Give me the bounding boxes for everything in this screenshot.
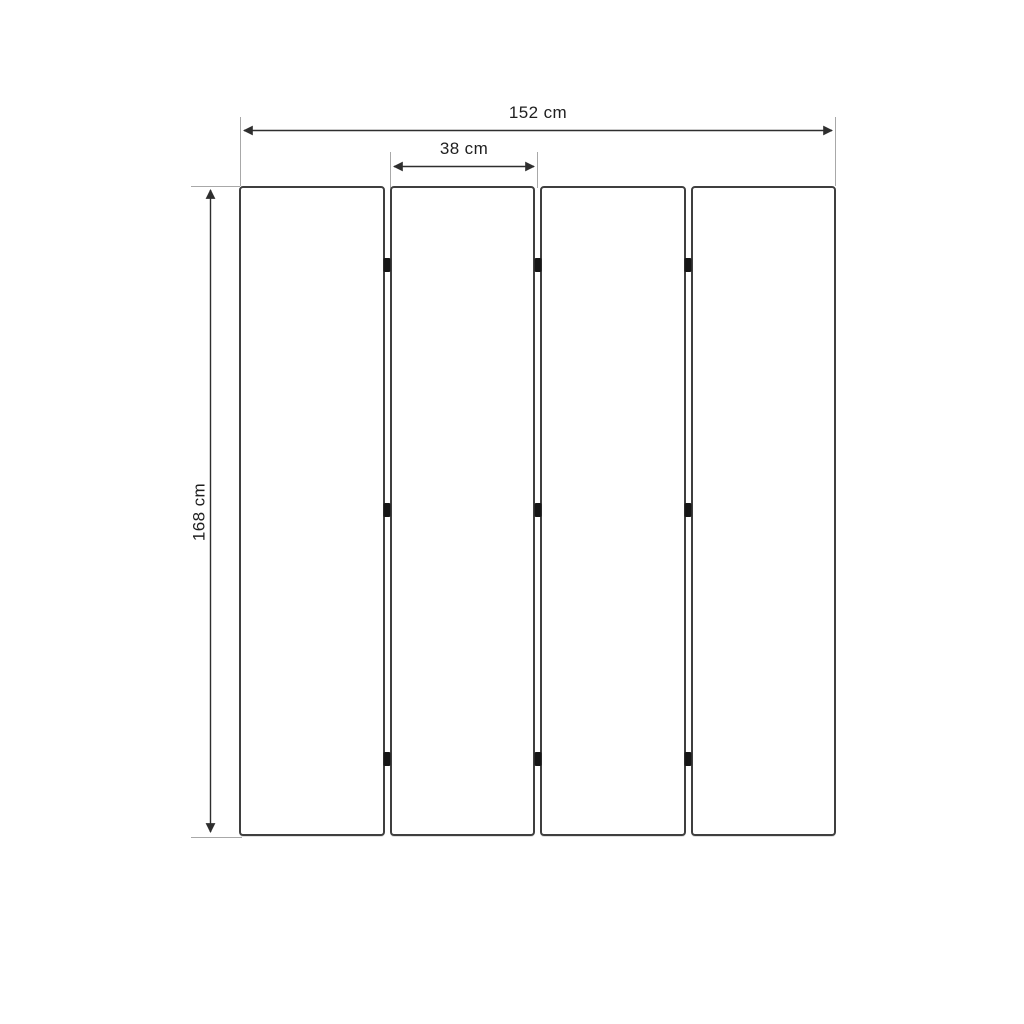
- hinge: [534, 258, 541, 272]
- divider-panel: [239, 186, 385, 836]
- hinge: [685, 752, 692, 766]
- hinge: [534, 752, 541, 766]
- divider-panel-row: [239, 186, 836, 836]
- panel-width-label: 38 cm: [439, 139, 489, 158]
- divider-panel: [540, 186, 686, 836]
- hinge: [685, 258, 692, 272]
- hinge: [384, 258, 391, 272]
- divider-panel: [390, 186, 536, 836]
- height-label: 168 cm: [189, 482, 209, 542]
- hinge: [384, 503, 391, 517]
- total-width-label: 152 cm: [508, 103, 568, 122]
- hinge: [534, 503, 541, 517]
- hinge: [384, 752, 391, 766]
- divider-panel: [691, 186, 837, 836]
- hinge: [685, 503, 692, 517]
